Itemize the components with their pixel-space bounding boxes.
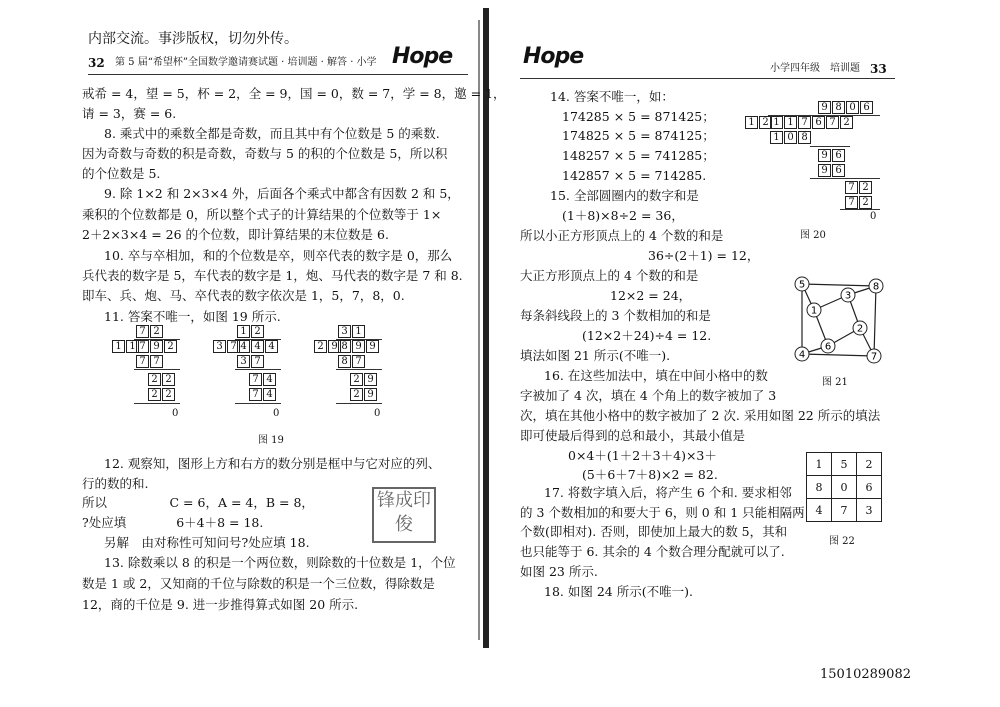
svg-text:6: 6 [824,341,832,353]
fig20-rule [768,115,880,116]
fig21-node [869,279,883,293]
figure-21 [788,270,888,375]
fig20-row-5: 7 2 [845,196,873,209]
text-line: 0×4＋(1＋2＋3＋4)×3＋ [568,448,717,463]
svg-text:8: 8 [872,281,880,293]
fig20-divisor: 1 2 [745,116,773,129]
fig19-division-3-rule [336,369,382,370]
figure-21-caption: 图 21 [822,377,848,388]
fig22-cell: 1 [807,453,832,476]
fig20-dividend: 1 1 7 6 7 2 [770,116,854,129]
fig22-cell: 3 [857,499,882,522]
fig19-division-1-dividend: 7 9 2 [136,340,178,353]
svg-text:2: 2 [856,323,864,335]
text-line: 所以 C = 6，A = 4，B = 8， [82,495,314,510]
text-line: 数是 1 或 2，又知商的千位与除数的积是一个三位数，得除数是 [82,576,435,591]
text-line: 即车、兵、炮、马、卒代表的数字依次是 1，5，7，8，0. [82,288,405,303]
text-line: 字被加了 4 次，填在 4 个角上的数字被加了 3 [520,388,777,403]
fig19-division-2-row-2: 7 4 [249,373,277,386]
fig22-cell: 7 [832,499,857,522]
text-line: 所以小正方形顶点上的 4 个数的和是 [520,228,724,243]
right-page-number: 33 [870,62,887,76]
fig21-node [795,347,809,361]
fig19-division-3-remainder: 0 [374,408,381,419]
fig19-division-2-rule [235,369,281,370]
text-line: 如图 23 所示. [520,564,598,579]
fig22-cell: 4 [807,499,832,522]
svg-text:5: 5 [798,279,806,291]
text-line: 16. 在这些加法中，填在中间小格中的数 [544,368,768,383]
fig22-cell: 8 [807,476,832,499]
fig19-division-3-divisor: 2 9 [314,340,342,353]
text-line: 8. 乘式中的乘数全都是奇数，而且其中有个位数是 5 的乘数. [104,126,440,141]
text-line: 的个位数是 5. [82,166,161,181]
fig21-node [841,288,855,302]
fig22-cell: 2 [857,453,882,476]
fig20-quotient: 9 8 0 6 [818,101,874,114]
fig19-division-3-rule [336,339,382,340]
fig20-row-1: 1 0 8 [770,131,812,144]
left-page-number: 32 [88,56,105,70]
confidential-note: 内部交流。事涉版权，切勿外传。 [88,31,298,47]
text-line: 15. 全部圆圈内的数字和是 [550,188,699,203]
text-line: 大正方形顶点上的 4 个数的和是 [520,268,699,283]
fig22-cell: 5 [832,453,857,476]
fig19-division-1-row-1: 7 7 [136,355,164,368]
text-line: 18. 如图 24 所示(不唯一). [544,584,693,599]
fig20-rule [810,146,850,147]
fig19-division-1-row-2: 2 2 [148,373,176,386]
fig20-remainder: 0 [870,211,877,222]
fig19-division-3-row-3: 2 9 [350,388,378,401]
text-line: 每条斜线段上的 3 个数相加的和是 [520,308,711,323]
fig22-row [807,453,882,476]
fig19-division-2-rule [235,403,281,404]
fig22-row [807,476,882,499]
book-spine [483,8,489,648]
fig22-cell: 0 [832,476,857,499]
phone-number: 15010289082 [820,667,911,682]
text-line: 戒希 = 4，望 = 5，杯 = 2，全 = 9，国 = 0，数 = 7，学 = 8，邀 = 1， [82,86,506,101]
text-line: (12×2＋24)÷4 = 12. [582,328,712,343]
text-line: 请 = 3，赛 = 6. [82,106,177,121]
left-running-header: 第 5 届“希望杯”全国数学邀请赛试题 · 培训题 · 解答 · 小学 [115,57,377,68]
fig22-cell: 6 [857,476,882,499]
fig21-node [867,349,881,363]
text-line: ?处应填 6＋4＋8 = 18. [82,515,264,530]
text-line: 174285 × 5 = 871425； [562,109,715,124]
fig19-division-2-remainder: 0 [273,408,280,419]
svg-text:7: 7 [870,351,878,363]
fig19-division-2-quotient: 1 2 [237,325,265,338]
text-line: 即可使最后得到的总和最小，其最小值是 [520,428,746,443]
fig19-division-1-quotient: 7 2 [136,325,164,338]
figure-20-caption: 图 20 [800,230,826,241]
fig19-division-2-divisor: 3 7 [213,340,241,353]
figure-22-caption: 图 22 [829,536,855,547]
fig20-row-2: 9 6 [818,149,846,162]
hope-logo-right: Hope [523,44,584,69]
fig19-division-1-row-3: 2 2 [148,388,176,401]
text-line: 也只能等于 6. 其余的 4 个数合理分配就可以了. [520,544,785,559]
fig19-division-2-dividend: 4 4 4 [237,340,279,353]
figure-19-caption: 图 19 [258,435,284,446]
fig19-division-3-row-1: 8 7 [338,355,366,368]
fig21-edge [802,354,874,356]
fig21-node [795,277,809,291]
fig21-edge [874,286,876,356]
seal-stamp: 锋成印俊 [372,487,436,543]
fig19-division-1-divisor: 1 1 [112,340,140,353]
text-line: 个数(即相对). 否则，即使加上最大的数 5，其和 [520,524,788,539]
figure-22-grid [806,452,882,522]
fig20-row-3: 9 6 [818,164,846,177]
fig19-division-2-rule [235,339,281,340]
right-running-header: 小学四年级 培训题 [770,63,860,74]
text-line: 17. 将数字填入后，将产生 6 个和. 要求相邻 [544,485,792,500]
text-line: 13. 除数乘以 8 的积是一个两位数，则除数的十位数是 1，个位 [104,555,456,570]
fig19-division-1-rule [134,369,180,370]
fig21-edge [802,284,876,286]
text-line: 12. 观察知，图形上方和右方的数分别是框中与它对应的列、 [104,456,441,471]
text-line: 142857 × 5 = 714285. [562,168,707,183]
svg-text:4: 4 [798,349,806,361]
text-line: 12，商的千位是 9. 进一步推得算式如图 20 所示. [82,597,359,612]
text-line: 174825 × 5 = 874125； [562,128,715,143]
fig19-division-2-row-3: 7 4 [249,388,277,401]
text-line: 148257 × 5 = 741285； [562,148,715,163]
fig19-division-2-row-1: 3 7 [237,355,265,368]
text-line: 的 3 个数相加的和要大于 6，则 0 和 1 只能相隔两 [520,505,805,520]
svg-text:3: 3 [844,290,852,302]
text-line: 兵代表的数字是 5，车代表的数字是 1，炮、马代表的数字是 7 和 8. [82,268,463,283]
fig21-node [807,303,821,317]
svg-text:1: 1 [810,305,818,317]
text-line: 因为奇数与奇数的积是奇数，奇数与 5 的积的个位数是 5，所以积 [82,146,448,161]
book-spine-shadow [478,20,480,640]
fig22-row [807,499,882,522]
text-line: 另解 由对称性可知问号?处应填 18. [104,535,310,550]
text-line: 11. 答案不唯一，如图 19 所示. [104,309,281,324]
text-line: 乘积的个位数都是 0，所以整个式子的计算结果的个位数等于 1× [82,207,442,222]
text-line: (5＋6＋7＋8)×2 = 82. [582,467,718,482]
text-line: 行的数的和. [82,476,149,491]
text-line: 9. 除 1×2 和 2×3×4 外，后面各个乘式中都含有因数 2 和 5， [104,186,460,201]
fig20-row-4: 7 2 [845,181,873,194]
text-line: 36÷(2＋1) = 12， [648,248,760,263]
fig19-division-3-rule [336,403,382,404]
text-line: 填法如图 21 所示(不唯一). [520,348,671,363]
text-line: 14. 答案不唯一，如： [550,89,674,104]
text-line: 2＋2×3×4 = 26 的个位数，即计算结果的末位数是 6. [82,227,389,242]
fig19-division-1-remainder: 0 [172,408,179,419]
fig19-division-1-rule [134,339,180,340]
text-line: 10. 卒与卒相加，和的个位数是卒，则卒代表的数字是 0，那么 [104,248,453,263]
fig20-rule [810,178,880,179]
left-header-rule [88,74,468,75]
text-line: 12×2 = 24， [610,288,692,303]
fig19-division-1-rule [134,403,180,404]
right-header-rule [520,78,895,79]
fig21-node [853,321,867,335]
fig21-node [821,339,835,353]
hope-logo-left: Hope [392,44,453,69]
fig19-division-3-row-2: 2 9 [350,373,378,386]
fig19-division-3-dividend: 8 9 9 [338,340,380,353]
text-line: (1＋8)×8÷2 = 36， [562,208,684,223]
fig19-division-3-quotient: 3 1 [338,325,366,338]
fig20-rule [840,209,880,210]
text-line: 次，填在其他小格中的数字被加了 2 次. 采用如图 22 所示的填法 [520,408,881,423]
